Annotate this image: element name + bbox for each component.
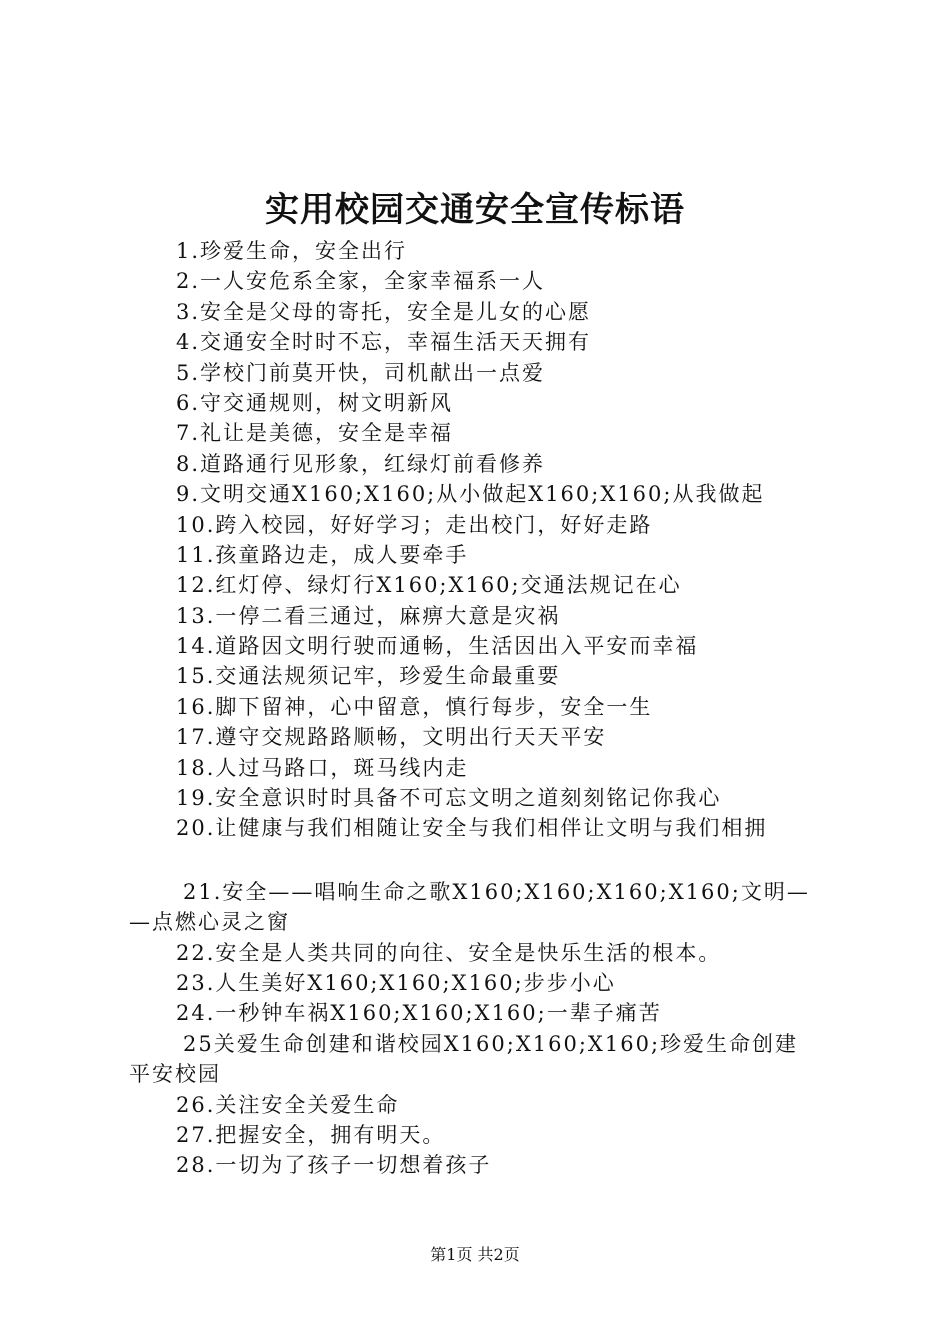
slogan-item: 13.一停二看三通过，麻痹大意是灾祸: [176, 603, 561, 628]
slogan-item: 1.珍爱生命，安全出行: [176, 239, 408, 263]
slogan-item-25-line1: 25关爱生命创建和谐校园X160;X160;X160;珍爱生命创建: [183, 1031, 799, 1056]
slogan-item-21-line1: 21.安全——唱响生命之歌X160;X160;X160;X160;文明—: [183, 879, 810, 904]
slogan-item: 10.跨入校园，好好学习；走出校门，好好走路: [176, 512, 653, 537]
slogan-item: 4.交通安全时时不忘，幸福生活天天拥有: [176, 330, 592, 355]
slogan-item: 5.学校门前莫开快，司机献出一点爱: [176, 360, 546, 385]
slogan-item: 28.一切为了孩子一切想着孩子: [176, 1153, 492, 1178]
slogan-item: 8.道路通行见形象，红绿灯前看修养: [176, 451, 546, 476]
slogan-item: 22.安全是人类共同的向往、安全是快乐生活的根本。: [176, 940, 722, 965]
page-footer: 第1页 共2页: [430, 1245, 520, 1264]
slogan-item: 12.红灯停、绿灯行X160;X160;交通法规记在心: [176, 573, 682, 598]
slogan-item: 27.把握安全，拥有明天。: [176, 1122, 446, 1147]
slogan-item: 19.安全意识时时具备不可忘文明之道刻刻铭记你我心: [176, 786, 722, 811]
slogan-item: 20.让健康与我们相随让安全与我们相伴让文明与我们相拥: [176, 816, 768, 841]
slogan-item: 2.一人安危系全家，全家幸福系一人: [176, 269, 546, 294]
slogan-item: 26.关注安全关爱生命: [176, 1092, 400, 1117]
slogan-item: 3.安全是父母的寄托，安全是儿女的心愿: [176, 299, 592, 324]
slogan-item-25-line2: 平安校园: [129, 1062, 221, 1087]
slogan-item: 17.遵守交规路路顺畅，文明出行天天平安: [176, 725, 607, 750]
paragraph-gap: [0, 844, 950, 877]
slogan-item-21-line2: —点燃心灵之窗: [129, 910, 290, 935]
slogan-item: 11.孩童路边走，成人要牵手: [176, 542, 469, 567]
slogan-item: 14.道路因文明行驶而通畅，生活因出入平安而幸福: [176, 634, 699, 659]
slogan-item: 6.守交通规则，树文明新风: [176, 390, 454, 415]
document-title: 实用校园交通安全宣传标语: [265, 190, 685, 230]
slogan-item: 24.一秒钟车祸X160;X160;X160;一辈子痛苦: [176, 1001, 662, 1026]
slogan-list: [0, 236, 950, 1181]
slogan-item: 18.人过马路口，斑马线内走: [176, 755, 469, 780]
slogan-item: 15.交通法规须记牢，珍爱生命最重要: [176, 664, 561, 689]
slogan-item: 23.人生美好X160;X160;X160;步步小心: [176, 970, 616, 995]
slogan-item: 7.礼让是美德，安全是幸福: [176, 421, 454, 446]
slogan-item: 16.脚下留神，心中留意，慎行每步，安全一生: [176, 694, 653, 719]
slogan-item: 9.文明交通X160;X160;从小做起X160;X160;从我做起: [176, 482, 765, 507]
